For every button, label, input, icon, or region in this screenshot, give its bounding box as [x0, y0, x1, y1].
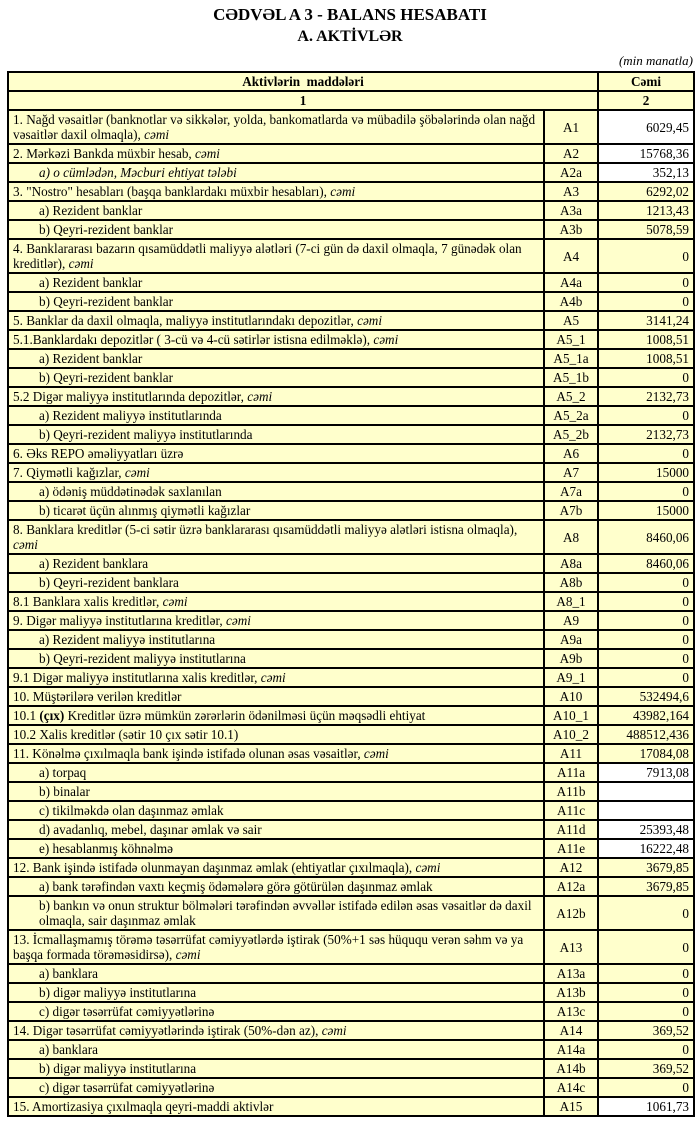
- code-cell: A15: [544, 1097, 598, 1116]
- item-label-text: cəmi: [260, 670, 286, 685]
- item-label-text: 10. Müştərilərə verilən kreditlər: [13, 689, 182, 704]
- table-row: [8, 444, 694, 463]
- value-cell: 0: [598, 649, 694, 668]
- table-row: [8, 239, 694, 273]
- table-row: [8, 406, 694, 425]
- code-cell: A4: [544, 239, 598, 273]
- item-label-text: cəmi: [415, 860, 441, 875]
- value-cell: 25393,48: [598, 820, 694, 839]
- value-cell: [598, 782, 694, 801]
- item-label-cell: [8, 668, 544, 687]
- item-label-text: b) digər maliyyə institutlarına: [39, 985, 197, 1000]
- table-row: [8, 896, 694, 930]
- table-row: [8, 668, 694, 687]
- value-cell: 369,52: [598, 1059, 694, 1078]
- item-label-text: 3. "Nostro" hesabları (başqa banklardakı müxbir hesabları),: [13, 184, 331, 199]
- code-cell: A9: [544, 611, 598, 630]
- value-cell: 7913,08: [598, 763, 694, 782]
- code-cell: A12b: [544, 896, 598, 930]
- item-label-text: a) banklara: [39, 966, 98, 981]
- item-label-cell: [8, 877, 544, 896]
- code-cell: A14a: [544, 1040, 598, 1059]
- item-label-text: b) Qeyri-rezident maliyyə institutlarına: [39, 651, 246, 666]
- value-cell: [598, 801, 694, 820]
- item-label-cell: [8, 273, 544, 292]
- item-label-cell: [8, 573, 544, 592]
- code-cell: A10: [544, 687, 598, 706]
- table-row: [8, 630, 694, 649]
- item-label-text: cəmi: [124, 465, 150, 480]
- code-cell: A3b: [544, 220, 598, 239]
- value-cell: 2132,73: [598, 425, 694, 444]
- item-label-cell: [8, 649, 544, 668]
- code-cell: A9_1: [544, 668, 598, 687]
- item-label-text: cəmi: [144, 127, 170, 142]
- unit-note: (min manatla): [618, 53, 693, 68]
- code-cell: A5_2a: [544, 406, 598, 425]
- code-cell: A7b: [544, 501, 598, 520]
- table-row: [8, 983, 694, 1002]
- value-cell: 6292,02: [598, 182, 694, 201]
- value-cell: 8460,06: [598, 554, 694, 573]
- value-cell: 6029,45: [598, 110, 694, 144]
- balance-table: [7, 71, 695, 1117]
- item-label-cell: [8, 1002, 544, 1021]
- item-label-cell: [8, 330, 544, 349]
- item-label-cell: [8, 311, 544, 330]
- item-label-text: Kreditlər üzrə mümkün zərərlərin ödənilməsi üçün məqsədli ehtiyat: [64, 708, 426, 723]
- table-row: [8, 930, 694, 964]
- code-cell: A11d: [544, 820, 598, 839]
- value-cell: 0: [598, 1040, 694, 1059]
- table-row: [8, 858, 694, 877]
- code-cell: A5_2: [544, 387, 598, 406]
- item-label-cell: [8, 744, 544, 763]
- item-label-text: a) banklara: [39, 1042, 98, 1057]
- table-row: [8, 501, 694, 520]
- item-label-cell: [8, 144, 544, 163]
- item-label-cell: [8, 163, 544, 182]
- item-label-cell: [8, 1021, 544, 1040]
- column-number-row: [8, 91, 694, 110]
- table-row: [8, 349, 694, 368]
- value-cell: 15768,36: [598, 144, 694, 163]
- code-cell: A12a: [544, 877, 598, 896]
- table-row: [8, 330, 694, 349]
- item-label-text: b) Qeyri-rezident banklara: [39, 575, 179, 590]
- item-label-cell: [8, 1040, 544, 1059]
- table-row: [8, 877, 694, 896]
- value-cell: 8460,06: [598, 520, 694, 554]
- item-label-cell: [8, 839, 544, 858]
- value-cell: 0: [598, 444, 694, 463]
- item-label-cell: [8, 463, 544, 482]
- item-label-cell: [8, 368, 544, 387]
- value-cell: 5078,59: [598, 220, 694, 239]
- value-cell: 0: [598, 930, 694, 964]
- code-cell: A9a: [544, 630, 598, 649]
- items-column-header: Aktivlərin maddələri: [8, 72, 598, 91]
- code-cell: A14c: [544, 1078, 598, 1097]
- code-cell: A11b: [544, 782, 598, 801]
- item-label-text: a) Rezident banklar: [39, 203, 143, 218]
- table-row: [8, 782, 694, 801]
- item-label-text: cəmi: [330, 184, 356, 199]
- page-title: CƏDVƏL A 3 - BALANS HESABATI: [213, 5, 487, 24]
- code-cell: A5_2b: [544, 425, 598, 444]
- item-label-text: b) Qeyri-rezident banklar: [39, 294, 174, 309]
- item-label-text: cəmi: [363, 746, 389, 761]
- item-label-text: e) hesablanmış köhnəlmə: [39, 841, 174, 856]
- item-label-cell: [8, 1059, 544, 1078]
- code-cell: A10_1: [544, 706, 598, 725]
- table-row: [8, 1097, 694, 1116]
- value-cell: 3679,85: [598, 877, 694, 896]
- item-label-text: 8.1 Banklara xalis kreditlər,: [13, 594, 163, 609]
- table-row: [8, 820, 694, 839]
- item-label-cell: [8, 387, 544, 406]
- item-label-text: 5.2 Digər maliyyə institutlarında depozitlər,: [13, 389, 248, 404]
- value-cell: 0: [598, 273, 694, 292]
- item-label-text: 5.1.Banklardakı depozitlər ( 3-cü və 4-cü sətirlər istisna edilməklə),: [13, 332, 374, 347]
- code-cell: A3: [544, 182, 598, 201]
- value-cell: 369,52: [598, 1021, 694, 1040]
- value-cell: 17084,08: [598, 744, 694, 763]
- item-label-text: cəmi: [357, 313, 382, 328]
- item-label-text: 1. Nağd vəsaitlər (banknotlar və sikkələr, yolda, bankomatlarda və mübadilə şöbələrində olan nağd vəsaitlər daxil olmaqla),: [13, 112, 536, 142]
- item-label-cell: [8, 930, 544, 964]
- value-cell: 0: [598, 292, 694, 311]
- value-cell: 0: [598, 482, 694, 501]
- value-cell: 1061,73: [598, 1097, 694, 1116]
- item-label-text: a) ödəniş müddətinədək saxlanılan: [39, 484, 222, 499]
- item-label-cell: [8, 592, 544, 611]
- item-label-cell: [8, 444, 544, 463]
- item-label-cell: [8, 725, 544, 744]
- item-label-text: 15. Amortizasiya çıxılmaqla qeyri-maddi aktivlər: [13, 1099, 274, 1114]
- table-row: [8, 425, 694, 444]
- item-label-text: b) bankın və onun struktur bölmələri tərəfindən əvvəllər istifadə edilən əsas vəsaitlər də daxil olmaqla, sair daşınmaz əmlak: [39, 898, 532, 928]
- value-cell: 1008,51: [598, 349, 694, 368]
- item-label-text: b) Qeyri-rezident banklar: [39, 222, 174, 237]
- code-cell: A11c: [544, 801, 598, 820]
- table-row: [8, 763, 694, 782]
- item-label-text: 14. Digər təsərrüfat cəmiyyətlərində iştirak (50%-dən az),: [13, 1023, 322, 1038]
- item-label-cell: [8, 406, 544, 425]
- table-row: [8, 292, 694, 311]
- value-cell: 0: [598, 964, 694, 983]
- item-label-text: b) digər maliyyə institutlarına: [39, 1061, 197, 1076]
- value-cell: 1213,43: [598, 201, 694, 220]
- item-label-cell: [8, 110, 544, 144]
- code-cell: A5_1b: [544, 368, 598, 387]
- item-label-cell: [8, 763, 544, 782]
- table-row: [8, 201, 694, 220]
- code-cell: A6: [544, 444, 598, 463]
- item-label-text: b) ticarət üçün alınmış qiymətli kağızlar: [39, 503, 251, 518]
- value-cell: 3141,24: [598, 311, 694, 330]
- item-label-cell: [8, 964, 544, 983]
- item-label-cell: [8, 820, 544, 839]
- code-cell: A13c: [544, 1002, 598, 1021]
- table-row: [8, 110, 694, 144]
- item-label-cell: [8, 554, 544, 573]
- table-row: [8, 964, 694, 983]
- code-cell: A1: [544, 110, 598, 144]
- item-label-cell: [8, 801, 544, 820]
- item-label-text: cəmi: [321, 1023, 347, 1038]
- item-label-cell: [8, 611, 544, 630]
- table-row: [8, 463, 694, 482]
- value-cell: 0: [598, 1078, 694, 1097]
- code-cell: A9b: [544, 649, 598, 668]
- value-cell: 16222,48: [598, 839, 694, 858]
- balance-table-body: [8, 72, 694, 1116]
- item-label-text: 7. Qiymətli kağızlar,: [13, 465, 125, 480]
- code-cell: A8a: [544, 554, 598, 573]
- value-cell: 15000: [598, 463, 694, 482]
- value-cell: 2132,73: [598, 387, 694, 406]
- code-cell: A4b: [544, 292, 598, 311]
- value-cell: 0: [598, 239, 694, 273]
- table-row: [8, 1002, 694, 1021]
- value-cell: 0: [598, 573, 694, 592]
- value-cell: 0: [598, 630, 694, 649]
- value-cell: 0: [598, 592, 694, 611]
- table-row: [8, 554, 694, 573]
- item-label-text: b) Qeyri-rezident banklar: [39, 370, 174, 385]
- item-label-text: a) Rezident banklara: [39, 556, 149, 571]
- value-cell: 15000: [598, 501, 694, 520]
- total-column-header: Cəmi: [598, 72, 694, 91]
- code-cell: A5: [544, 311, 598, 330]
- table-row: [8, 801, 694, 820]
- item-label-cell: [8, 687, 544, 706]
- table-row: [8, 687, 694, 706]
- item-label-text: cəmi: [175, 947, 201, 962]
- code-cell: A2: [544, 144, 598, 163]
- item-label-text: c) tikilməkdə olan daşınmaz əmlak: [39, 803, 224, 818]
- item-label-cell: [8, 201, 544, 220]
- code-cell: A8: [544, 520, 598, 554]
- table-row: [8, 649, 694, 668]
- item-label-text: b) binalar: [39, 784, 90, 799]
- table-row: [8, 1059, 694, 1078]
- value-cell: 0: [598, 611, 694, 630]
- item-label-cell: [8, 896, 544, 930]
- item-label-text: 12. Bank işində istifadə olunmayan daşınmaz əmlak (ehtiyatlar çıxılmaqla),: [13, 860, 416, 875]
- code-cell: A5_1a: [544, 349, 598, 368]
- code-cell: A4a: [544, 273, 598, 292]
- value-cell: 352,13: [598, 163, 694, 182]
- code-cell: A11: [544, 744, 598, 763]
- item-label-text: cəmi: [247, 389, 273, 404]
- value-cell: 0: [598, 1002, 694, 1021]
- code-cell: A12: [544, 858, 598, 877]
- table-row: [8, 1078, 694, 1097]
- item-label-cell: [8, 1097, 544, 1116]
- item-label-text: 4. Banklararası bazarın qısamüddətli maliyyə alətləri (7-ci gün də daxil olmaqla, 7 günədək olan kreditlər),: [13, 241, 522, 271]
- code-cell: A10_2: [544, 725, 598, 744]
- code-cell: A13b: [544, 983, 598, 1002]
- value-cell: 0: [598, 983, 694, 1002]
- value-cell: 1008,51: [598, 330, 694, 349]
- header-row: [8, 72, 694, 91]
- item-label-text: a) torpaq: [39, 765, 87, 780]
- code-cell: A5_1: [544, 330, 598, 349]
- item-label-cell: [8, 858, 544, 877]
- code-cell: A8_1: [544, 592, 598, 611]
- item-label-text: c) digər təsərrüfat cəmiyyətlərinə: [39, 1004, 215, 1019]
- table-row: [8, 1021, 694, 1040]
- item-label-text: b) Qeyri-rezident maliyyə institutlarında: [39, 427, 253, 442]
- item-label-cell: [8, 425, 544, 444]
- table-row: [8, 273, 694, 292]
- table-row: [8, 163, 694, 182]
- item-label-text: 9. Digər maliyyə institutlarına kreditlər,: [13, 613, 226, 628]
- item-label-text: cəmi: [68, 256, 94, 271]
- table-row: [8, 592, 694, 611]
- code-cell: A3a: [544, 201, 598, 220]
- item-label-text: a) Rezident maliyyə institutlarında: [39, 408, 222, 423]
- item-label-text: cəmi: [225, 613, 251, 628]
- item-label-text: a) o cümlədən, Məcburi ehtiyat tələbi: [39, 165, 237, 180]
- table-row: [8, 611, 694, 630]
- item-label-cell: [8, 292, 544, 311]
- value-cell: 488512,436: [598, 725, 694, 744]
- item-label-text: d) avadanlıq, mebel, daşınar əmlak və sair: [39, 822, 262, 837]
- table-row: [8, 387, 694, 406]
- item-label-text: (çıx): [39, 708, 65, 723]
- table-row: [8, 182, 694, 201]
- item-label-cell: [8, 983, 544, 1002]
- table-row: [8, 1040, 694, 1059]
- code-cell: A7a: [544, 482, 598, 501]
- item-label-text: a) Rezident maliyyə institutlarına: [39, 632, 216, 647]
- value-cell: 532494,6: [598, 687, 694, 706]
- table-row: [8, 839, 694, 858]
- value-cell: 3679,85: [598, 858, 694, 877]
- value-cell: 0: [598, 668, 694, 687]
- code-cell: A7: [544, 463, 598, 482]
- code-cell: A13: [544, 930, 598, 964]
- item-label-text: cəmi: [195, 146, 220, 161]
- total-column-number: 2: [598, 91, 694, 110]
- items-column-number: 1: [8, 91, 598, 110]
- page-subtitle: A. AKTİVLƏR: [297, 28, 403, 45]
- item-label-text: 9.1 Digər maliyyə institutlarına xalis kreditlər,: [13, 670, 261, 685]
- item-label-cell: [8, 239, 544, 273]
- table-row: [8, 520, 694, 554]
- item-label-text: 11. Könəlmə çıxılmaqla bank işində istifadə olunan əsas vəsaitlər,: [13, 746, 364, 761]
- value-cell: 43982,164: [598, 706, 694, 725]
- item-label-text: cəmi: [162, 594, 188, 609]
- table-row: [8, 573, 694, 592]
- item-label-text: 8. Banklara kreditlər (5-ci sətir üzrə banklararası qısamüddətli maliyyə alətləri istisna olmaqla),: [13, 522, 518, 537]
- value-cell: 0: [598, 896, 694, 930]
- item-label-text: 10.1: [13, 708, 40, 723]
- item-label-cell: [8, 501, 544, 520]
- table-row: [8, 725, 694, 744]
- code-cell: A14b: [544, 1059, 598, 1078]
- code-cell: A8b: [544, 573, 598, 592]
- item-label-cell: [8, 520, 544, 554]
- code-cell: A14: [544, 1021, 598, 1040]
- code-cell: A13a: [544, 964, 598, 983]
- item-label-text: 10.2 Xalis kreditlər (sətir 10 çıx sətir 10.1): [13, 727, 239, 742]
- item-label-text: 13. İcmallaşmamış törəmə təsərrüfat cəmiyyətlərdə iştirak (50%+1 səs hüququ verən səhm və ya başqa formada törəməsidirsə),: [13, 932, 524, 962]
- code-cell: A11a: [544, 763, 598, 782]
- item-label-cell: [8, 630, 544, 649]
- table-row: [8, 144, 694, 163]
- code-cell: A2a: [544, 163, 598, 182]
- table-row: [8, 368, 694, 387]
- item-label-text: 5. Banklar da daxil olmaqla, maliyyə institutlarındakı depozitlər,: [13, 313, 358, 328]
- item-label-cell: [8, 182, 544, 201]
- table-row: [8, 706, 694, 725]
- item-label-text: c) digər təsərrüfat cəmiyyətlərinə: [39, 1080, 215, 1095]
- table-row: [8, 482, 694, 501]
- item-label-text: cəmi: [373, 332, 399, 347]
- item-label-cell: [8, 220, 544, 239]
- table-row: [8, 220, 694, 239]
- item-label-cell: [8, 706, 544, 725]
- item-label-text: a) bank tərəfindən vaxtı keçmiş ödəmələrə görə götürülən daşınmaz əmlak: [39, 879, 433, 894]
- table-row: [8, 311, 694, 330]
- document-title: [7, 4, 693, 47]
- code-cell: A11e: [544, 839, 598, 858]
- item-label-text: 6. Əks REPO əməliyyatları üzrə: [13, 446, 184, 461]
- table-row: [8, 744, 694, 763]
- item-label-text: a) Rezident banklar: [39, 351, 143, 366]
- item-label-text: a) Rezident banklar: [39, 275, 143, 290]
- value-cell: 0: [598, 406, 694, 425]
- item-label-cell: [8, 482, 544, 501]
- value-cell: 0: [598, 368, 694, 387]
- item-label-cell: [8, 782, 544, 801]
- item-label-cell: [8, 349, 544, 368]
- item-label-text: cəmi: [13, 537, 38, 552]
- item-label-cell: [8, 1078, 544, 1097]
- item-label-text: 2. Mərkəzi Bankda müxbir hesab,: [13, 146, 196, 161]
